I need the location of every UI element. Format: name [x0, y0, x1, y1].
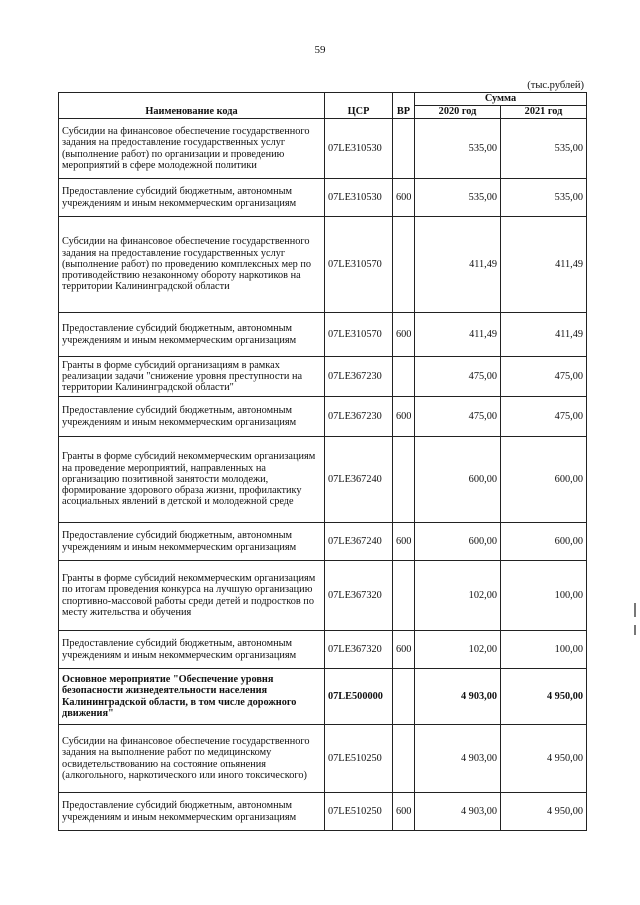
header-year-2021: 2021 год: [501, 106, 587, 119]
row-vr: 600: [393, 397, 415, 437]
row-sum-2021: 4 950,00: [501, 669, 587, 725]
row-name: Субсидии на финансовое обеспечение государственного задания на выполнение работ по медицинскому освидетельствованию на состояние опьянения (алкогольного, наркотического или иного токсического): [59, 725, 325, 793]
table-row: [59, 793, 587, 831]
row-sum-2020: 600,00: [415, 523, 501, 561]
row-name: Гранты в форме субсидий организациям в рамках реализации задачи "снижение уровня преступности на территории Калининградской области": [59, 357, 325, 397]
row-vr: 600: [393, 313, 415, 357]
row-sum-2020: 4 903,00: [415, 725, 501, 793]
row-sum-2020: 102,00: [415, 561, 501, 631]
row-vr: [393, 357, 415, 397]
row-sum-2020: 475,00: [415, 397, 501, 437]
row-sum-2020: 4 903,00: [415, 793, 501, 831]
row-sum-2021: 411,49: [501, 217, 587, 313]
row-name: Предоставление субсидий бюджетным, автономным учреждениям и иным некоммерческим организациям: [59, 523, 325, 561]
row-csr: 07LE367320: [325, 631, 393, 669]
page-number: 59: [314, 44, 326, 56]
row-sum-2021: 100,00: [501, 561, 587, 631]
row-csr: 07LE367320: [325, 561, 393, 631]
row-vr: [393, 561, 415, 631]
row-sum-2021: 4 950,00: [501, 725, 587, 793]
table-row: [59, 119, 587, 179]
header-vr: ВР: [393, 93, 415, 119]
row-csr: 07LE500000: [325, 669, 393, 725]
header-name: Наименование кода: [59, 93, 325, 119]
row-sum-2020: 535,00: [415, 179, 501, 217]
table-row: [59, 561, 587, 631]
row-name: Субсидии на финансовое обеспечение государственного задания на предоставление государственных услуг (выполнение работ) по проведению комплексных мер по противодействию незаконному обороту наркотиков на территории Калининградской области: [59, 217, 325, 313]
row-name: Предоставление субсидий бюджетным, автономным учреждениям и иным некоммерческим организациям: [59, 179, 325, 217]
row-sum-2020: 102,00: [415, 631, 501, 669]
row-vr: [393, 119, 415, 179]
row-sum-2021: 535,00: [501, 119, 587, 179]
scan-margin-mark: [634, 625, 636, 635]
row-csr: 07LE510250: [325, 725, 393, 793]
units-label: (тыс.рублей): [527, 80, 584, 91]
row-vr: [393, 669, 415, 725]
row-sum-2021: 535,00: [501, 179, 587, 217]
row-csr: 07LE367230: [325, 357, 393, 397]
row-name: Гранты в форме субсидий некоммерческим организациям по итогам проведения конкурса на лучшую организацию спортивно-массовой работы среди детей и подростков по месту жительства и обучения: [59, 561, 325, 631]
row-sum-2020: 4 903,00: [415, 669, 501, 725]
table-row: [59, 357, 587, 397]
row-sum-2020: 475,00: [415, 357, 501, 397]
row-name: Предоставление субсидий бюджетным, автономным учреждениям и иным некоммерческим организациям: [59, 631, 325, 669]
row-name: Основное мероприятие "Обеспечение уровня безопасности жизнедеятельности населения Калининградской области, в том числе дорожного движения": [59, 669, 325, 725]
table-row: [59, 669, 587, 725]
row-sum-2021: 100,00: [501, 631, 587, 669]
row-csr: 07LE310530: [325, 119, 393, 179]
row-csr: 07LE310570: [325, 217, 393, 313]
row-vr: [393, 437, 415, 523]
row-sum-2021: 475,00: [501, 357, 587, 397]
header-year-2020: 2020 год: [415, 106, 501, 119]
row-csr: 07LE367240: [325, 523, 393, 561]
row-vr: [393, 217, 415, 313]
row-csr: 07LE310530: [325, 179, 393, 217]
row-name: Субсидии на финансовое обеспечение государственного задания на предоставление государственных услуг (выполнение работ) по организации и проведению мероприятий в сфере молодежной политики: [59, 119, 325, 179]
header-sum: Сумма: [415, 93, 587, 106]
row-vr: 600: [393, 631, 415, 669]
header-csr: ЦСР: [325, 93, 393, 119]
row-sum-2021: 475,00: [501, 397, 587, 437]
row-vr: [393, 725, 415, 793]
row-sum-2020: 600,00: [415, 437, 501, 523]
row-sum-2021: 600,00: [501, 523, 587, 561]
row-name: Предоставление субсидий бюджетным, автономным учреждениям и иным некоммерческим организациям: [59, 313, 325, 357]
table-row: [59, 631, 587, 669]
scan-margin-mark: [634, 603, 636, 617]
row-csr: 07LE510250: [325, 793, 393, 831]
row-vr: 600: [393, 793, 415, 831]
row-sum-2020: 411,49: [415, 313, 501, 357]
row-vr: 600: [393, 523, 415, 561]
row-name: Предоставление субсидий бюджетным, автономным учреждениям и иным некоммерческим организациям: [59, 397, 325, 437]
table-row: [59, 397, 587, 437]
table-row: [59, 523, 587, 561]
row-name: Гранты в форме субсидий некоммерческим организациям на проведение мероприятий, направленных на организацию позитивной занятости молодежи, формирование здорового образа жизни, профилактику асоциальных явлений в детской и молодежной среде: [59, 437, 325, 523]
table-row: [59, 313, 587, 357]
row-sum-2021: 600,00: [501, 437, 587, 523]
table-row: [59, 217, 587, 313]
row-csr: 07LE310570: [325, 313, 393, 357]
row-name: Предоставление субсидий бюджетным, автономным учреждениям и иным некоммерческим организациям: [59, 793, 325, 831]
row-sum-2021: 4 950,00: [501, 793, 587, 831]
row-csr: 07LE367230: [325, 397, 393, 437]
table-row: [59, 437, 587, 523]
row-sum-2021: 411,49: [501, 313, 587, 357]
row-csr: 07LE367240: [325, 437, 393, 523]
row-sum-2020: 411,49: [415, 217, 501, 313]
row-vr: 600: [393, 179, 415, 217]
table-row: [59, 179, 587, 217]
table-row: [59, 725, 587, 793]
budget-table: [58, 92, 587, 831]
row-sum-2020: 535,00: [415, 119, 501, 179]
